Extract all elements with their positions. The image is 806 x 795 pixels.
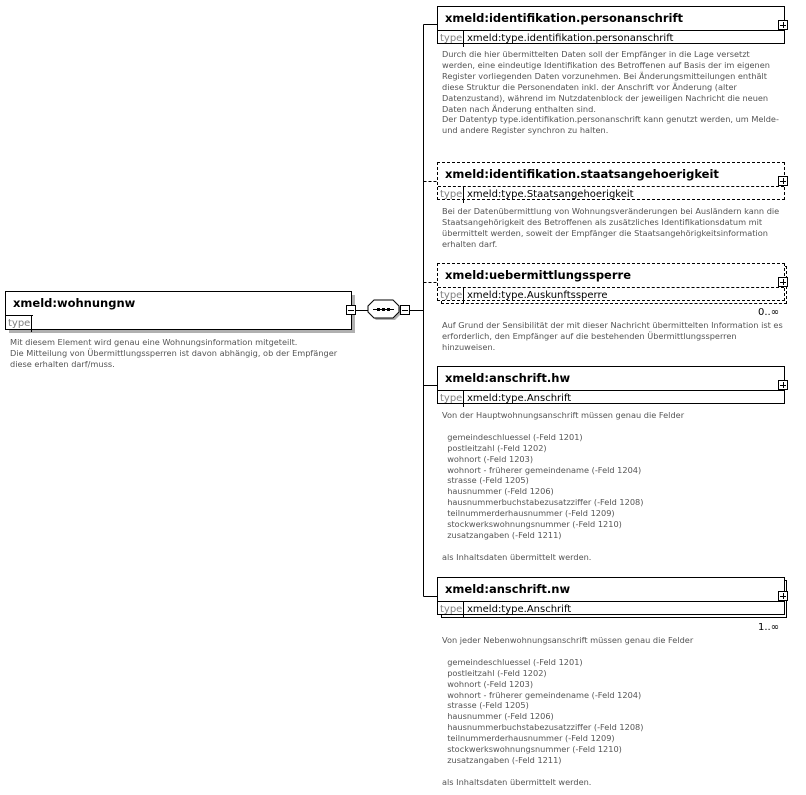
sequence-compositor[interactable] xyxy=(368,300,401,320)
expand-icon[interactable] xyxy=(778,176,788,186)
cardinality-label: 0..∞ xyxy=(758,307,780,318)
element-box-identifikation-staatsangehoerigkeit[interactable] xyxy=(437,162,785,200)
type-label: type xyxy=(438,31,464,47)
element-description: Durch die hier übermittelten Daten soll der Empfänger in die Lage versetzt werden, eine eindeutige Identifikation des Betroffenen auf Basis der im eigenen Register vorliegenden Daten vorzunehmen. Bei Änderungsmitteilungen enthält diese Struktur die Personendaten inkl. der Anschrift vor Änderung (alter Datenzustand), während im Nutzdatenblock der jeweiligen Nachricht die neuen Daten nach Änderung enthalten sind. Der Datentyp type.identifikation.personanschrift kann genutzt werden, um Melde- und andere Register synchron zu halten. xyxy=(442,49,779,136)
root-description: Mit diesem Element wird genau eine Wohnungsinformation mitgeteilt. Die Mitteilung von Übermittlungssperren ist davon abhängig, ob der Empfänger diese erhalten darf/muss. xyxy=(10,337,338,369)
expand-icon[interactable] xyxy=(778,380,788,390)
type-value: xmeld:type.Staatsangehoerigkeit xyxy=(467,189,634,200)
root-element-name: xmeld:wohnungnw xyxy=(13,296,136,310)
element-name: xmeld:identifikation.staatsangehoerigkeit xyxy=(445,167,719,181)
element-box-uebermittlungssperre[interactable] xyxy=(437,263,785,301)
expand-icon[interactable] xyxy=(778,20,788,30)
type-label: type xyxy=(438,602,464,618)
element-box-identifikation-personanschrift[interactable] xyxy=(437,6,785,44)
type-value: xmeld:type.identifikation.personanschrift xyxy=(467,33,674,44)
cardinality-label: 1..∞ xyxy=(758,622,780,633)
element-description: Auf Grund der Sensibilität der mit dieser Nachricht übermittelten Information ist es erforderlich, den Empfänger auf die bestehenden Übermittlungssperren hinzuweisen. xyxy=(442,320,783,352)
type-value: xmeld:type.Auskunftssperre xyxy=(467,290,608,301)
element-name: xmeld:anschrift.nw xyxy=(445,582,571,596)
type-label: type xyxy=(438,391,464,407)
element-description: Bei der Datenübermittlung von Wohnungsveränderungen bei Ausländern kann die Staatsangehörigkeit des Betroffenen als zusätzliches Identifikationsdatum mit übermittelt werden, soweit der Empfänger die Staatsangehörigkeitsinformation erhalten darf. xyxy=(442,206,780,249)
type-label: type xyxy=(438,288,464,304)
sequence-collapse-icon[interactable] xyxy=(400,305,410,315)
type-label: type xyxy=(438,187,464,203)
root-collapse-icon[interactable] xyxy=(346,305,356,315)
element-description: Von der Hauptwohnungsanschrift müssen genau die Felder gemeindeschluessel (-Feld 1201) postleitzahl (-Feld 1202) wohnort (-Feld 1203) wohnort - früherer gemeindename (-Feld 1204) strasse (-Feld 1205) hausnummer (-Feld 1206) hausnummerbuchstabezusatzziffer (-Feld 1208) teilnummerderhausnummer (-Feld 1209) stockwerkswohnungsnummer (-Feld 1210) zusatzangaben (-Feld 1211) als Inhaltsdaten übermittelt werden. xyxy=(442,410,685,562)
element-name: xmeld:identifikation.personanschrift xyxy=(445,11,683,25)
type-value: xmeld:type.Anschrift xyxy=(467,393,572,404)
element-description: Von jeder Nebenwohnungsanschrift müssen genau die Felder gemeindeschluessel (-Feld 1201) postleitzahl (-Feld 1202) wohnort (-Feld 1203) wohnort - früherer gemeindename (-Feld 1204) strasse (-Feld 1205) hausnummer (-Feld 1206) hausnummerbuchstabezusatzziffer (-Feld 1208) teilnummerderhausnummer (-Feld 1209) stockwerkswohnungsnummer (-Feld 1210) zusatzangaben (-Feld 1211) als Inhaltsdaten übermittelt werden. xyxy=(442,635,694,787)
element-box-anschrift-nw[interactable] xyxy=(437,577,785,615)
expand-icon[interactable] xyxy=(778,591,788,601)
element-name: xmeld:anschrift.hw xyxy=(445,371,571,385)
root-type-label: type xyxy=(6,316,32,332)
expand-icon[interactable] xyxy=(778,277,788,287)
element-name: xmeld:uebermittlungssperre xyxy=(445,268,631,282)
type-value: xmeld:type.Anschrift xyxy=(467,604,572,615)
element-box-anschrift-hw[interactable] xyxy=(437,366,785,404)
root-element-box[interactable] xyxy=(5,291,352,330)
